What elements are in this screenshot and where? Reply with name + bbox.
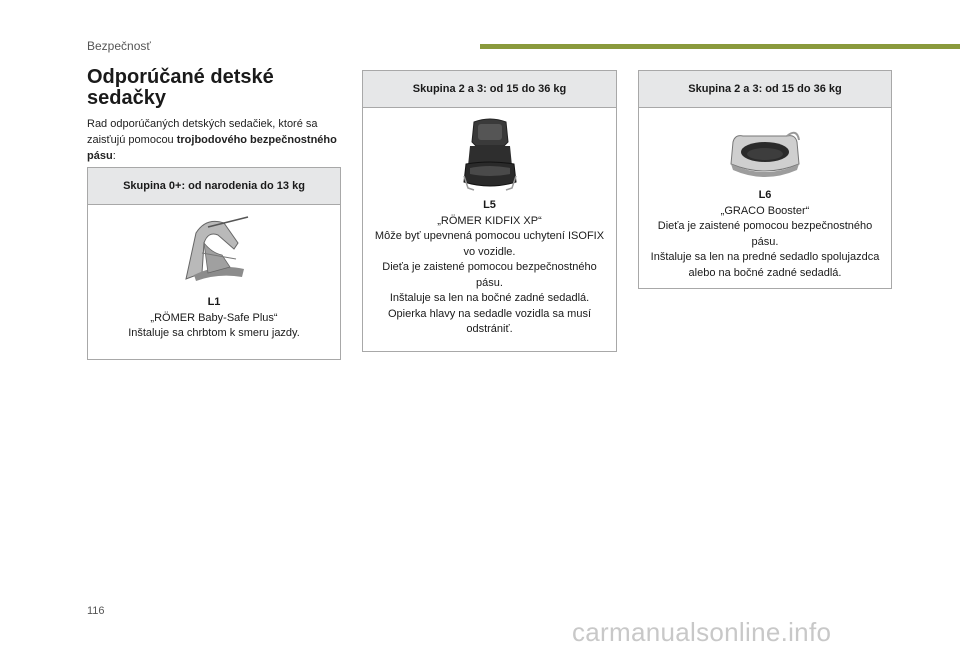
card-line: „RÖMER Baby-Safe Plus“ (150, 311, 278, 324)
seat-card-l5 (362, 70, 617, 352)
card-line: „GRACO Booster“ (720, 204, 810, 217)
card-text (639, 188, 891, 281)
booster-seat-with-back-image (460, 116, 520, 192)
card-header: Skupina 2 a 3: od 15 do 36 kg (639, 71, 891, 108)
page-title: Odporúčané detské sedačky (87, 66, 274, 109)
seat-card-l1 (87, 167, 341, 360)
card-line: Môže byť upevnená pomocou uchytení ISOFIX vo vozidle. (374, 230, 605, 258)
intro-suffix: : (112, 150, 116, 162)
seat-code: L5 (483, 199, 496, 211)
card-header: Skupina 2 a 3: od 15 do 36 kg (363, 71, 616, 108)
watermark[interactable]: carmanualsonline.info (572, 617, 832, 647)
card-header: Skupina 0+: od narodenia do 13 kg (88, 168, 340, 205)
page-number: 116 (87, 605, 105, 617)
booster-cushion-image (727, 124, 803, 180)
section-name: Bezpečnosť (87, 39, 151, 53)
card-line: Inštaluje sa len na predné sedadlo spolujazdca alebo na bočné zadné sedadlá. (650, 251, 880, 279)
card-text (363, 198, 616, 338)
section-accent-bar (480, 44, 960, 49)
card-line: „RÖMER KIDFIX XP“ (437, 214, 542, 227)
infant-carrier-image (178, 213, 250, 285)
seat-code: L6 (758, 189, 772, 201)
card-line: Dieťa je zaistené pomocou bezpečnostného pásu. (657, 220, 873, 248)
seat-card-l6 (638, 70, 892, 289)
intro-bold: trojbodového bezpečnostného pásu (87, 134, 337, 162)
intro-paragraph (87, 116, 337, 164)
card-line: Opierka hlavy na sedadle vozidla sa musí odstrániť. (388, 307, 591, 335)
card-line: Dieťa je zaistené pomocou bezpečnostného pásu. (382, 261, 597, 289)
card-text (88, 295, 340, 342)
intro-text: Rad odporúčaných detských sedačiek, ktoré sa zaisťujú pomocou (87, 118, 318, 146)
card-line: Inštaluje sa chrbtom k smeru jazdy. (128, 327, 300, 339)
card-line: Inštaluje sa len na bočné zadné sedadlá. (389, 292, 590, 304)
seat-code: L1 (207, 296, 221, 308)
